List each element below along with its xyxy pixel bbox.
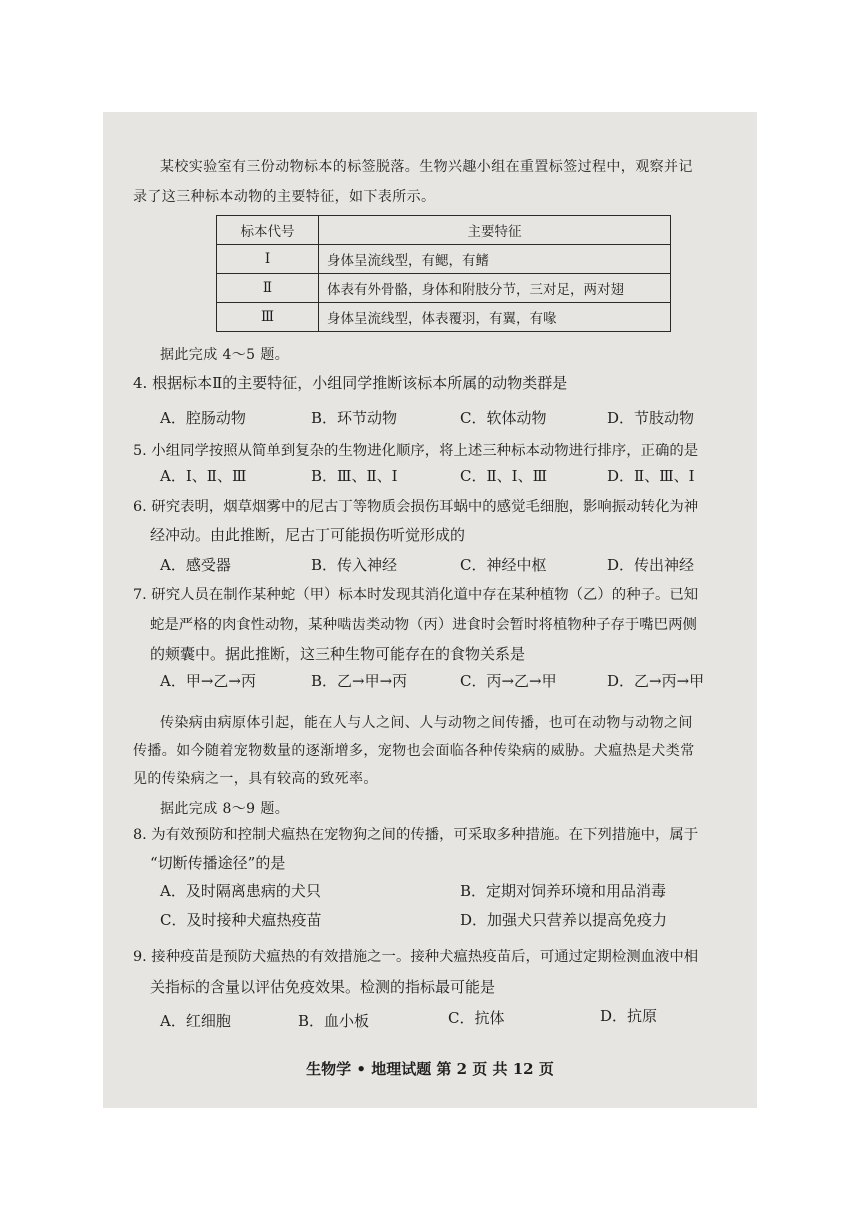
table-cell-feature: 身体呈流线型，体表覆羽，有翼，有喙 [319, 303, 671, 332]
table-row [217, 274, 671, 303]
q6-option-c: C．神经中枢 [460, 556, 547, 574]
question-7-line-1: 7. 研究人员在制作某种蛇（甲）标本时发现其消化道中存在某种植物（乙）的种子。已知 [133, 587, 699, 603]
table-header-feature: 主要特征 [319, 216, 671, 245]
q7-option-d: D．乙→丙→甲 [607, 672, 705, 690]
table-header-row [217, 216, 671, 245]
q6-option-b: B．传入神经 [311, 556, 398, 574]
question-8-line-1: 8. 为有效预防和控制犬瘟热在宠物狗之间的传播，可采取多种措施。在下列措施中，属于 [133, 827, 699, 843]
table-row [217, 303, 671, 332]
q7-option-a: A．甲→乙→丙 [160, 672, 256, 690]
table-cell-code: Ⅲ [217, 303, 319, 332]
q5-option-d: D．Ⅱ、Ⅲ、Ⅰ [607, 467, 695, 485]
q6-option-d: D．传出神经 [607, 556, 695, 574]
question-4-stem: 4. 根据标本Ⅱ的主要特征，小组同学推断该标本所属的动物类群是 [133, 374, 568, 392]
table-cell-feature: 身体呈流线型，有鳃，有鳍 [319, 245, 671, 274]
intro-2-line-3: 见的传染病之一，具有较高的致死率。 [133, 771, 378, 787]
intro-1-line-1: 某校实验室有三份动物标本的标签脱落。生物兴趣小组在重置标签过程中，观察并记 [160, 159, 693, 175]
q8-option-a: A．及时隔离患病的犬只 [160, 882, 321, 900]
specimen-table [216, 215, 671, 332]
question-9-line-1: 9. 接种疫苗是预防犬瘟热的有效措施之一。接种犬瘟热疫苗后，可通过定期检测血液中相 [133, 949, 699, 965]
question-7-line-2: 蛇是严格的肉食性动物，某种啮齿类动物（丙）进食时会暂时将植物种子存于嘴巴两侧 [150, 617, 697, 633]
note-8-9: 据此完成 8～9 题。 [160, 801, 290, 817]
q7-option-c: C．丙→乙→甲 [460, 672, 557, 690]
question-9-line-2: 关指标的含量以评估免疫效果。检测的指标最可能是 [150, 978, 496, 996]
q9-option-c: C．抗体 [448, 1009, 505, 1027]
q4-option-b: B．环节动物 [311, 409, 398, 427]
q4-option-a: A．腔肠动物 [160, 409, 246, 427]
question-5-stem: 5. 小组同学按照从简单到复杂的生物进化顺序，将上述三种标本动物进行排序，正确的是 [133, 443, 699, 459]
table-cell-code: Ⅰ [217, 245, 319, 274]
exam-page [103, 112, 757, 1108]
page-footer: 生物学 • 地理试题 第 2 页 共 12 页 [306, 1060, 554, 1078]
q6-option-a: A．感受器 [160, 556, 231, 574]
q5-option-a: A．Ⅰ、Ⅱ、Ⅲ [160, 467, 247, 485]
q8-option-b: B．定期对饲养环境和用品消毒 [460, 882, 667, 900]
q9-option-a: A．红细胞 [160, 1012, 231, 1030]
q5-option-c: C．Ⅱ、Ⅰ、Ⅲ [460, 467, 548, 485]
q7-option-b: B．乙→甲→丙 [311, 672, 408, 690]
note-4-5: 据此完成 4～5 题。 [160, 347, 290, 363]
intro-1-line-2: 录了这三种标本动物的主要特征，如下表所示。 [133, 189, 436, 205]
q9-option-d: D．抗原 [600, 1007, 658, 1025]
question-6-line-1: 6. 研究表明，烟草烟雾中的尼古丁等物质会损伤耳蜗中的感觉毛细胞，影响振动转化为神 [133, 499, 699, 515]
question-7-line-3: 的颊囊中。据此推断，这三种生物可能存在的食物关系是 [150, 645, 526, 663]
table-row [217, 245, 671, 274]
table-cell-code: Ⅱ [217, 274, 319, 303]
table-cell-feature: 体表有外骨骼，身体和附肢分节，三对足，两对翅 [319, 274, 671, 303]
question-6-line-2: 经冲动。由此推断，尼古丁可能损伤听觉形成的 [150, 526, 466, 544]
q8-option-c: C．及时接种犬瘟热疫苗 [160, 911, 322, 929]
q4-option-d: D．节肢动物 [607, 409, 695, 427]
table-header-code: 标本代号 [217, 216, 319, 245]
q4-option-c: C．软体动物 [460, 409, 547, 427]
intro-2-line-1: 传染病由病原体引起，能在人与人之间、人与动物之间传播，也可在动物与动物之间 [160, 715, 693, 731]
question-8-line-2: “切断传播途径”的是 [150, 854, 286, 872]
q8-option-d: D．加强犬只营养以提高免疫力 [460, 911, 668, 929]
q9-option-b: B．血小板 [298, 1012, 370, 1030]
q5-option-b: B．Ⅲ、Ⅱ、Ⅰ [311, 467, 398, 485]
intro-2-line-2: 传播。如今随着宠物数量的逐渐增多，宠物也会面临各种传染病的威胁。犬瘟热是犬类常 [133, 743, 695, 759]
